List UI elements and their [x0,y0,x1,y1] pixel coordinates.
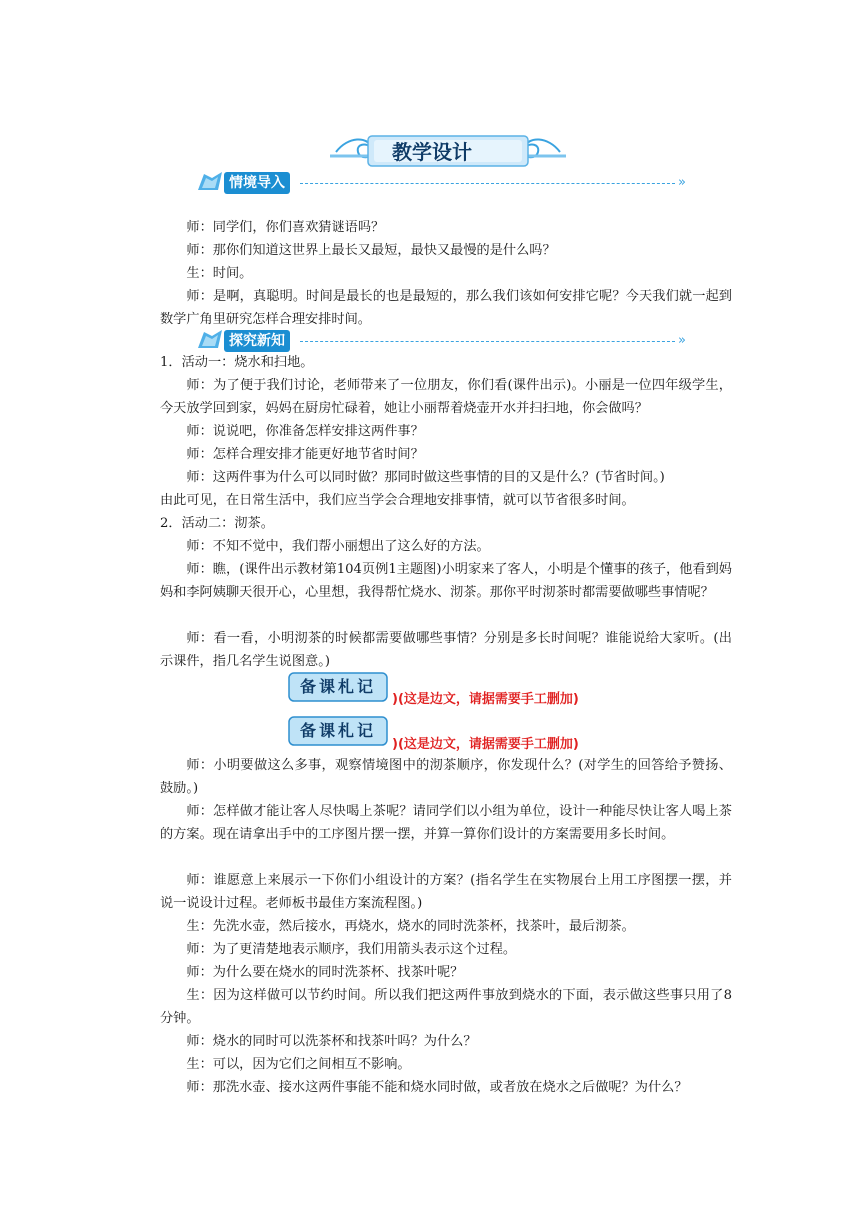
paragraph: 师：瞧，(课件出示教材第104页例1主题图)小明家来了客人，小明是个懂事的孩子，他看到妈妈和李阿姨聊天很开心，心里想，我得帮忙烧水、沏茶。那你平时沏茶时都需要做哪些事情呢？ [160,562,732,601]
section-divider [300,341,675,342]
paragraph: 师：不知不觉中，我们帮小丽想出了这么好的方法。 [186,539,490,554]
paragraph: 师：为什么要在烧水的同时洗茶杯、找茶叶呢？ [186,965,464,980]
paragraph: 师：说说吧，你准备怎样安排这两件事？ [186,424,424,439]
page-title: 教学设计 [392,139,472,164]
paragraph: 师：同学们，你们喜欢猜谜语吗？ [186,220,385,235]
paragraph: 师：是啊，真聪明。时间是最长的也是最短的，那么我们该如何安排它呢？今天我们就一起到数学广角里研究怎样合理安排时间。 [160,289,732,328]
chevron-right-icon: » [678,333,686,348]
paragraph: 师：那洗水壶、接水这两件事能不能和烧水同时做，或者放在烧水之后做呢？为什么？ [186,1080,688,1095]
paragraph: 师：看一看，小明沏茶的时候都需要做哪些事情？分别是多长时间呢？谁能说给大家听。(出示课件，指几名学生说图意。) [160,631,732,670]
paragraph: 师：小明要做这么多事，观察情境图中的沏茶顺序，你发现什么？(对学生的回答给予赞扬、鼓励。) [160,758,732,797]
paragraph: 师：谁愿意上来展示一下你们小组设计的方案？(指名学生在实物展台上用工序图摆一摆，并说一说设计过程。老师板书最佳方案流程图。) [160,873,732,912]
paragraph: 师：为了更清楚地表示顺序，我们用箭头表示这个过程。 [186,942,517,957]
paragraph: 生：时间。 [186,266,253,281]
paragraph: 师：怎样合理安排才能更好地节省时间？ [186,447,424,462]
stamp-label: 备课札记 [299,721,376,740]
section-divider [300,183,675,184]
paragraph: 师：为了便于我们讨论，老师带来了一位朋友，你们看(课件出示)。小丽是一位四年级学生，今天放学回到家，妈妈在厨房忙碌着，她让小丽帮着烧壶开水并扫扫地，你会做吗？ [160,378,732,417]
paragraph: 师：怎样做才能让客人尽快喝上茶呢？请同学们以小组为单位，设计一种能尽快让客人喝上茶的方案。现在请拿出手中的工序图片摆一摆，并算一算你们设计的方案需要用多长时间。 [160,804,732,843]
section-title-explore: 探究新知 [224,330,290,352]
section-title-intro: 情境导入 [224,172,290,194]
paragraph: 师：这两件事为什么可以同时做？那同时做这些事情的目的又是什么？(节省时间。) [186,470,665,485]
paragraph: 生：因为这样做可以节约时间。所以我们把这两件事放到烧水的下面，表示做这些事只用了8分钟。 [160,988,732,1027]
paragraph: 2．活动二：沏茶。 [160,516,274,531]
chevron-right-icon: » [678,175,686,190]
paragraph: 由此可见，在日常生活中，我们应当学会合理地安排事情，就可以节省很多时间。 [160,493,635,508]
paragraph: 生：先洗水壶，然后接水，再烧水，烧水的同时洗茶杯，找茶叶，最后沏茶。 [186,919,635,934]
paragraph: 1．活动一：烧水和扫地。 [160,355,314,370]
section-icon [196,328,224,352]
paragraph: 师：那你们知道这世界上最长又最短，最快又最慢的是什么吗？ [186,243,556,258]
margin-note: )(这是边文，请据需要手工删加) [392,737,579,752]
paragraph: 师：烧水的同时可以洗茶杯和找茶叶吗？为什么？ [186,1034,477,1049]
margin-note: )(这是边文，请据需要手工删加) [392,692,579,707]
stamp-label: 备课札记 [299,677,376,696]
section-icon [196,170,224,194]
paragraph: 生：可以，因为它们之间相互不影响。 [186,1057,411,1072]
